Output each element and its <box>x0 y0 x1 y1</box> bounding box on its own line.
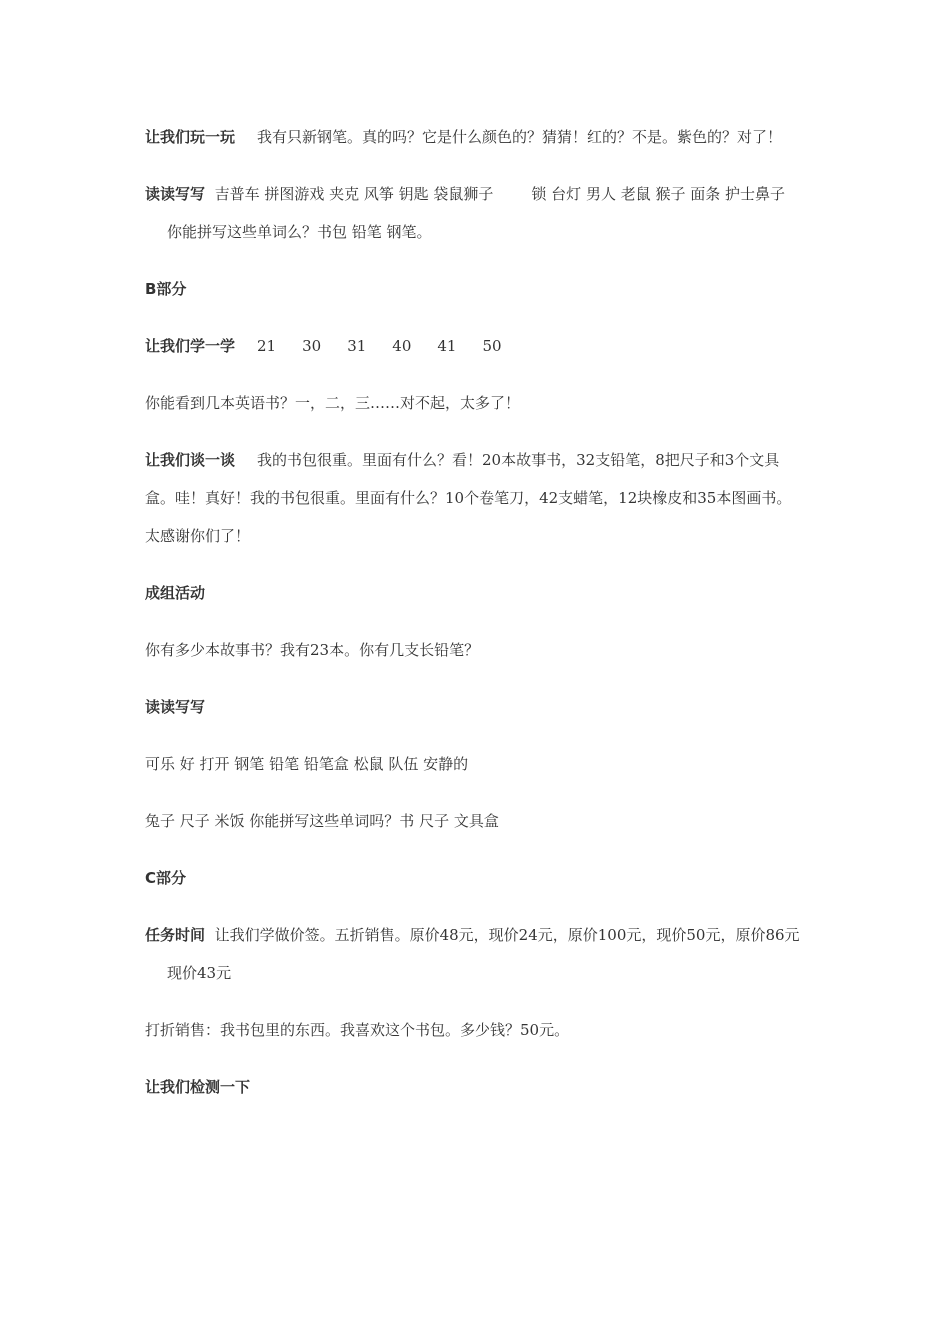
number-item: 30 <box>302 337 322 355</box>
word-list-c: 可乐 好 打开 钢笔 铅笔 铅笔盒 松鼠 队伍 安静的 <box>145 755 469 773</box>
paragraph-text: 让我们学做价签。五折销售。原价48元，现价24元，原价100元，现价50元，原价86元 <box>214 926 800 944</box>
paragraph-sale: 打折销售：我书包里的东西。我喜欢这个书包。多少钱？50元。 <box>145 1021 570 1039</box>
number-item: 41 <box>437 337 457 355</box>
word-list-b: 锁 台灯 男人 老鼠 猴子 面条 护士鼻子 <box>531 185 786 203</box>
lets-check-heading: 让我们检测一下 <box>145 1078 251 1096</box>
read-write-heading: 读读写写 <box>145 698 206 716</box>
section-heading-lets-play: 让我们玩一玩 <box>145 128 236 146</box>
paragraph-read-write <box>145 175 805 251</box>
paragraph-text: 我有只新钢笔。真的吗？它是什么颜色的？猜猜！红的？不是。紫色的？对了！ <box>257 128 783 146</box>
paragraph-lets-talk <box>145 441 805 555</box>
word-list-d: 兔子 尺子 米饭 你能拼写这些单词吗？书 尺子 文具盒 <box>145 812 499 830</box>
word-list-a: 吉普车 拼图游戏 夹克 风筝 钥匙 袋鼠狮子 <box>214 185 494 203</box>
paragraph-story-books: 你有多少本故事书？我有23本。你有几支长铅笔？ <box>145 641 480 659</box>
group-activity-heading: 成组活动 <box>145 584 206 602</box>
paragraph-text: 现价43元 <box>167 964 232 982</box>
paragraph-english-books: 你能看到几本英语书？一，二，三……对不起，太多了！ <box>145 394 521 412</box>
section-heading-lets-talk: 让我们谈一谈 <box>145 451 236 469</box>
part-b-heading: B部分 <box>145 280 187 298</box>
paragraph-task-time <box>145 916 805 992</box>
paragraph-lets-play <box>145 118 805 156</box>
number-item: 21 <box>257 337 277 355</box>
section-heading-read-write: 读读写写 <box>145 185 206 203</box>
paragraph-lets-learn <box>145 327 805 365</box>
section-heading-task-time: 任务时间 <box>145 926 206 944</box>
part-c-heading: C部分 <box>145 869 187 887</box>
section-heading-lets-learn: 让我们学一学 <box>145 337 236 355</box>
number-item: 50 <box>482 337 502 355</box>
document-body <box>145 118 805 1125</box>
paragraph-text: 我的书包很重。里面有什么？看！20本故事书，32支铅笔，8把尺子和3个文具盒。哇！真好！我的书包很重。里面有什么？10个卷笔刀，42支蜡笔，12块橡皮和35本图画书。太感谢你们了！ <box>145 451 792 545</box>
paragraph-text: 你能拼写这些单词么？书包 铅笔 钢笔。 <box>167 223 432 241</box>
number-item: 40 <box>392 337 412 355</box>
number-item: 31 <box>347 337 367 355</box>
